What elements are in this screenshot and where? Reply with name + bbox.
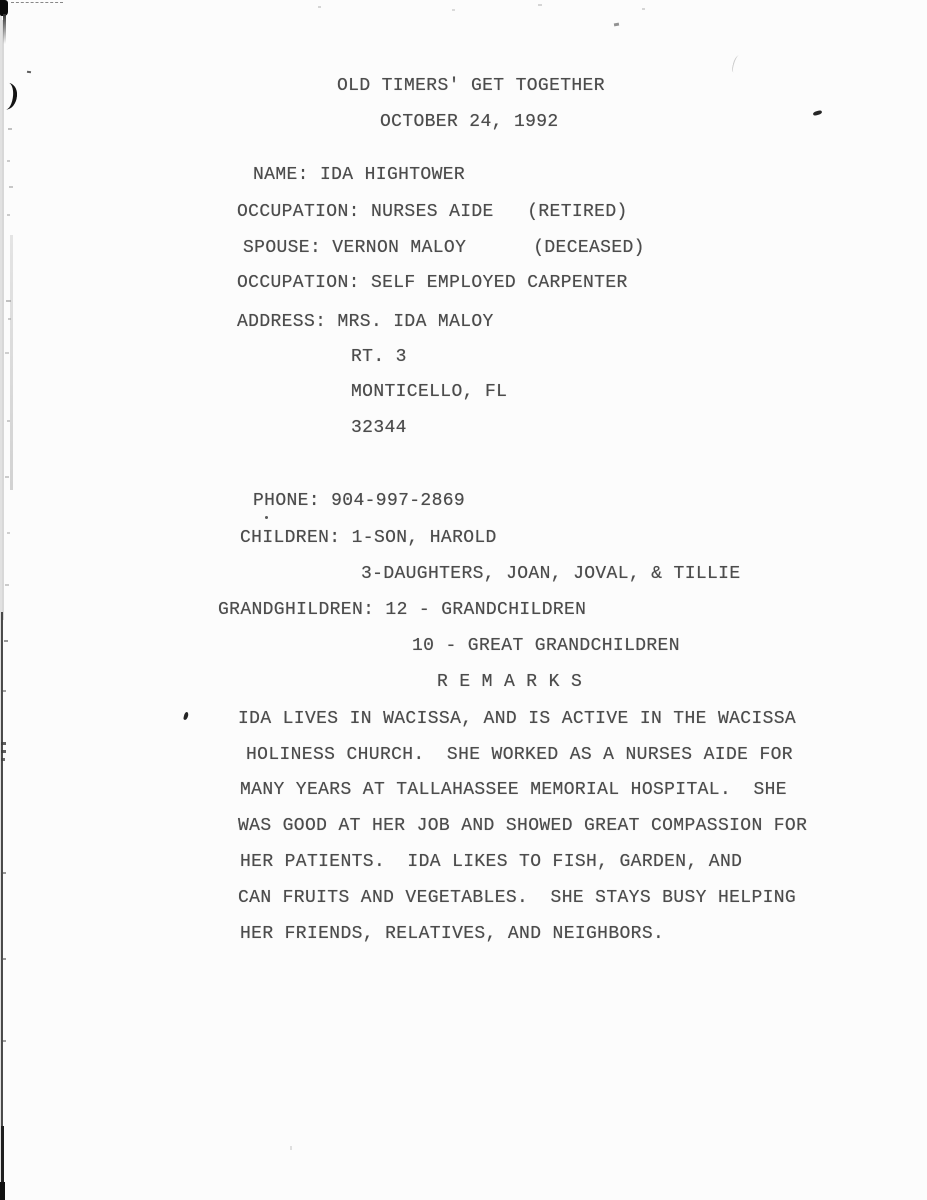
address-field-line-4: 32344 [351,418,407,438]
scan-speck [731,54,742,73]
scan-speck [8,318,11,320]
scan-speck [813,110,823,117]
scan-edge-line-faint [2,20,4,620]
remarks-line: CAN FRUITS AND VEGETABLES. SHE STAYS BUSY HELPING [238,888,797,908]
grandchildren-field-line-2: 10 - GREAT GRANDCHILDREN [412,636,680,656]
scan-speck [265,516,268,519]
document-date: OCTOBER 24, 1992 [380,112,559,132]
children-field-line-1: CHILDREN: 1-SON, HAROLD [240,528,497,548]
scan-speck [9,186,13,188]
scan-paren-mark [4,83,18,111]
scan-speck [5,352,9,354]
spouse-occupation-field: OCCUPATION: SELF EMPLOYED CARPENTER [237,273,628,293]
scan-speck [318,6,321,8]
remarks-line: WAS GOOD AT HER JOB AND SHOWED GREAT COMPASSION FOR [238,816,808,836]
scan-speck [538,4,542,6]
scan-speck [1,750,6,753]
scan-speck [7,214,10,216]
scan-corner-mark-tail [3,14,6,44]
scan-speck [27,71,31,74]
scan-speck [1,742,6,745]
scan-speck [6,300,11,302]
address-field-line-1: ADDRESS: MRS. IDA MALOY [237,312,494,332]
remarks-line: HER PATIENTS. IDA LIKES TO FISH, GARDEN, AND [240,852,743,872]
remarks-line: IDA LIVES IN WACISSA, AND IS ACTIVE IN THE WACISSA [238,709,797,729]
scan-bottom-edge-blob [0,1182,5,1200]
scan-comma-mark [183,712,189,721]
occupation-field: OCCUPATION: NURSES AIDE (RETIRED) [237,202,628,222]
document-title: OLD TIMERS' GET TOGETHER [337,76,605,96]
spouse-field: SPOUSE: VERNON MALOY (DECEASED) [243,238,645,258]
scan-speck [642,8,645,10]
scan-speck [290,1146,292,1150]
scan-speck [8,128,12,130]
children-field-line-2: 3-DAUGHTERS, JOAN, JOVAL, & TILLIE [361,564,741,584]
scan-speck [3,872,6,874]
scan-speck [5,584,9,586]
scan-gray-band [10,235,13,490]
scan-speck [7,420,10,422]
scan-speck [7,160,10,162]
remarks-line: HER FRIENDS, RELATIVES, AND NEIGHBORS. [240,924,665,944]
remarks-line: MANY YEARS AT TALLAHASSEE MEMORIAL HOSPITAL. SHE [240,780,787,800]
remarks-heading: R E M A R K S [437,672,583,692]
scan-dashed-line [11,2,63,3]
scan-speck [614,23,619,27]
scan-edge-line-dark [1,612,3,1200]
grandchildren-field-line-1: GRANDGHILDREN: 12 - GRANDCHILDREN [218,600,587,620]
scan-speck [3,1040,6,1042]
remarks-line: HOLINESS CHURCH. SHE WORKED AS A NURSES AIDE FOR [246,745,793,765]
scan-speck [5,476,9,478]
scan-speck [3,690,6,692]
scan-speck [452,9,455,11]
phone-field: PHONE: 904-997-2869 [253,491,466,511]
scan-speck [4,640,8,642]
address-field-line-2: RT. 3 [351,347,407,367]
scan-speck [2,958,6,960]
name-field: NAME: IDA HIGHTOWER [253,165,466,185]
address-field-line-3: MONTICELLO, FL [351,382,508,402]
scan-speck [1,758,5,761]
scan-speck [7,532,10,534]
